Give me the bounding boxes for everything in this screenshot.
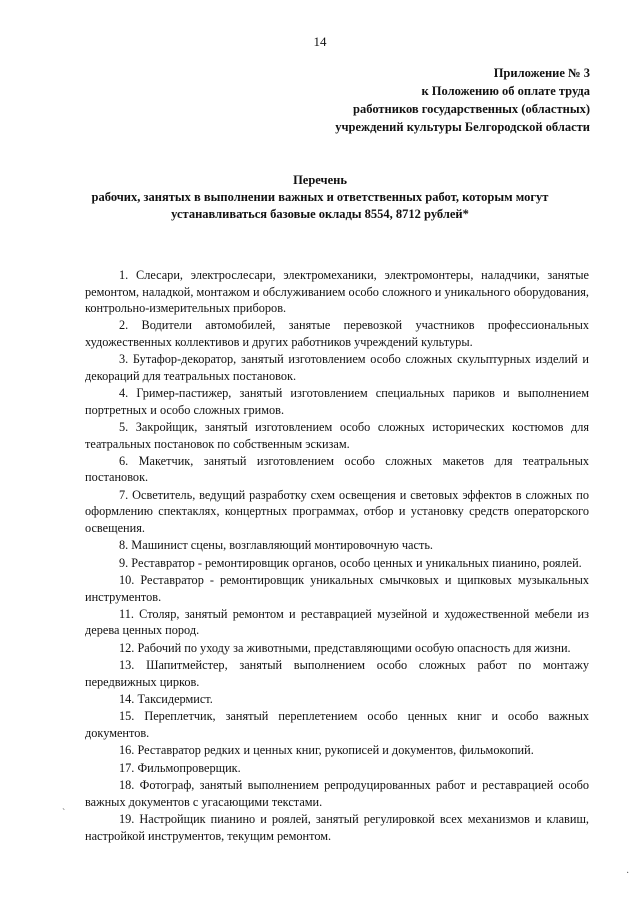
list-item: 3. Бутафор-декоратор, занятый изготовлением особо сложных скульптурных изделий и декораций для театральных постановок. [85,352,589,383]
title-line-1: Перечень [293,173,347,187]
appendix-line-2: к Положению об оплате труда [421,84,590,98]
list-item: 12. Рабочий по уходу за животными, представляющими особую опасность для жизни. [119,640,571,655]
list-item: 10. Реставратор - ремонтировщик уникальных смычковых и щипковых музыкальных инструментов. [85,573,589,604]
list-item: 8. Машинист сцены, возглавляющий монтировочную часть. [119,538,434,553]
list-item: 5. Закройщик, занятый изготовлением особо сложных исторических костюмов для театральных постановок по собственным эскизам. [85,420,589,451]
list-item: 14. Таксидермист. [119,692,213,707]
list-item: 17. Фильмопроверщик. [119,760,241,775]
title-line-3: устанавливаться базовые оклады 8554, 8712 рублей* [171,207,469,221]
appendix-header [260,64,590,136]
scan-speck: · [626,868,630,879]
page-number: 14 [313,34,327,49]
document-title [50,172,590,223]
list-item: 13. Шапитмейстер, занятый выполнением особо сложных работ по монтажу передвижных цирков. [85,658,589,689]
list-item: 4. Гример-пастижер, занятый изготовлением специальных париков и выполнением портретных и особо сложных гримов. [85,386,589,417]
list-item: 15. Переплетчик, занятый переплетением особо ценных книг и особо важных документов. [85,709,589,740]
list-item: 7. Осветитель, ведущий разработку схем освещения и световых эффектов в сложных по оформлению спектаклях, концертных программах, отбор и установку средств операторского освещения. [85,487,589,535]
list-item: 16. Реставратор редких и ценных книг, рукописей и документов, фильмокопий. [119,743,534,758]
occupation-list [85,267,589,845]
list-item: 1. Слесари, электрослесари, электромеханики, электромонтеры, наладчики, занятые ремонтом, наладкой, монтажом и обслуживанием особо сложного и уникального оборудования, контрольно-измерительных приборов. [85,268,589,315]
list-item: 19. Настройщик пианино и роялей, занятый регулировкой всех механизмов и клавиш, настройкой инструментов, текущим ремонтом. [85,812,589,843]
list-item: 6. Макетчик, занятый изготовлением особо сложных макетов для театральных постановок. [85,453,589,485]
title-line-2: рабочих, занятых в выполнении важных и ответственных работ, которым могут [91,190,549,204]
appendix-line-4: учреждений культуры Белгородской области [335,120,590,134]
list-item: 9. Реставратор - ремонтировщик органов, особо ценных и уникальных пианино, роялей. [119,555,582,570]
list-item: 18. Фотограф, занятый выполнением репродуцированных работ и реставрацией особо важных документов с угасающими текстами. [85,778,589,809]
list-item: 11. Столяр, занятый ремонтом и реставрацией музейной и художественной мебели из дерева ценных пород. [85,606,589,638]
list-item: 2. Водители автомобилей, занятые перевозкой участников профессиональных художественных коллективов и других работников учреждений культуры. [85,318,589,349]
appendix-line-3: работников государственных (областных) [353,102,590,116]
appendix-line-1: Приложение № 3 [493,66,590,80]
scan-speck: ˋ [62,808,66,819]
